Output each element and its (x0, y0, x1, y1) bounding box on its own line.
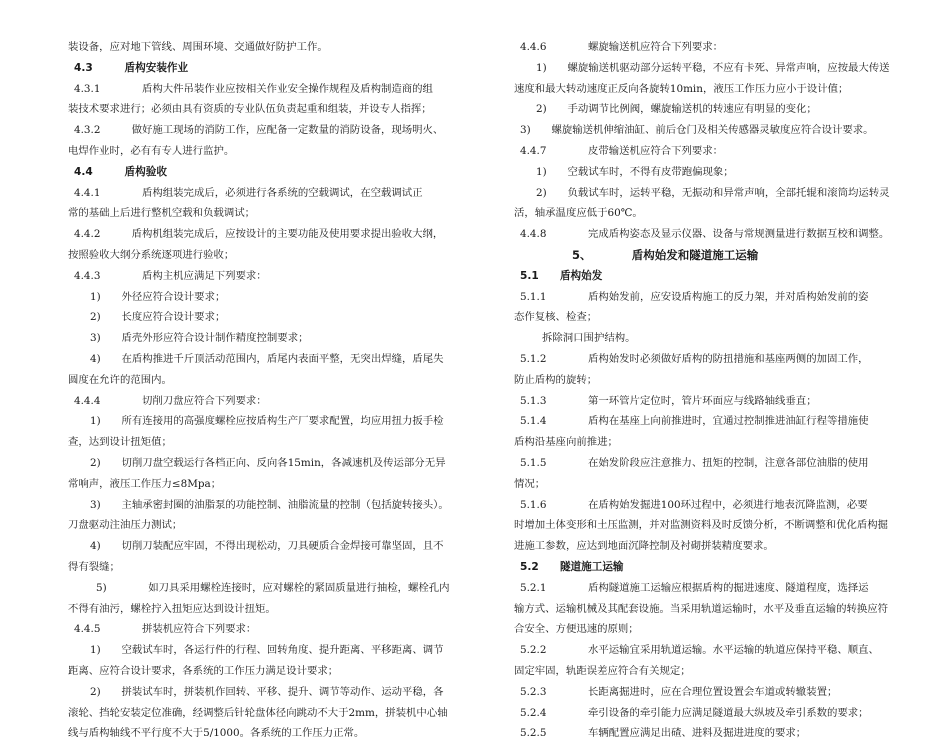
text-line: 电焊作业时，必有有专人进行监护。 (68, 144, 235, 157)
section-heading: 4.4 盾构验收 (74, 165, 167, 178)
text-line: 速度和最大转动速度正反向各旋转10min，液压工作压力应小于设计值； (514, 82, 849, 95)
text-line: 5.2.2 水平运输宜采用轨道运输。水平运输的轨道应保持平稳、顺直、 (520, 644, 879, 657)
text-line: 常响声，液压工作压力≤8Mpa； (68, 477, 222, 490)
text-line: 5.1.5 在始发阶段应注意推力、扭矩的控制，注意各部位油脂的使用 (520, 456, 869, 469)
text-line: 刀盘驱动注油压力测试； (68, 519, 183, 532)
text-line: 合安全、方便迅速的原则； (514, 623, 639, 636)
text-line: 3) 螺旋输送机伸缩油缸、前后仓门及相关传感器灵敏度应符合设计要求。 (520, 124, 874, 137)
text-line: 固定牢固，轨距误差应符合有关规定； (514, 664, 691, 677)
text-line: 5.1.6 在盾构始发掘进100环过程中，必须进行地表沉降监测，必要 (520, 498, 868, 511)
text-line: 4.4.4 切削刀盘应符合下列要求： (74, 394, 267, 407)
text-line: 2) 负载试车时，运转平稳，无振动和异常声响，全部托辊和滚筒均运转灵 (536, 186, 890, 199)
text-line: 4) 在盾构推进千斤顶活动范围内，盾尾内表面平整，无突出焊缝，盾尾失 (90, 352, 444, 365)
text-line: 查，达到设计扭矩值； (68, 436, 172, 449)
text-line: 时增加土体变形和土压监测，并对监测资料及时反馈分析，不断调整和优化盾构掘 (514, 519, 889, 532)
text-line: 3) 盾壳外形应符合设计制作精度控制要求； (90, 332, 309, 345)
text-line: 5.1.2 盾构始发时必须做好盾构的防扭措施和基座两侧的加固工作， (520, 352, 869, 365)
section-heading: 5.1 盾构始发 (520, 269, 603, 282)
text-line: 2) 手动调节比例阀，螺旋输送机的转速应有明显的变化； (536, 103, 817, 116)
text-line: 防止盾构的旋转； (514, 373, 598, 386)
text-line: 1) 外径应符合设计要求； (90, 290, 226, 303)
text-line: 4.4.1 盾构组装完成后，必须进行各系统的空载调试，在空载调试正 (74, 186, 423, 199)
text-line: 4.4.3 盾构主机应满足下列要求： (74, 269, 267, 282)
text-line: 不得有油污，螺栓拧入扭矩应达到设计扭矩。 (68, 602, 276, 615)
text-line: 输方式、运输机械及其配套设施。当采用轨道运输时，水平及垂直运输的转换应符 (514, 602, 889, 615)
text-line: 装技术要求进行；必须由具有资质的专业队伍负责起重和组装，并设专人指挥； (68, 103, 432, 116)
text-line: 4.4.8 完成盾构姿态及显示仪器、设备与常规测量进行数据互校和调整。 (520, 228, 890, 241)
text-line: 2) 拼装试车时，拼装机作回转、平移、提升、调节等动作、运动平稳，各 (90, 685, 444, 698)
text-line: 4.4.5 拼装机应符合下列要求： (74, 623, 257, 636)
text-line: 2) 切削刀盘空载运行各档正向、反向各15min，各减速机及传运部分无异 (90, 456, 446, 469)
text-line: 4.4.2 盾构机组装完成后，应按设计的主要功能及使用要求提出验收大纲， (74, 228, 444, 241)
text-line: 5.2.5 车辆配置应满足出碴、进料及掘进进度的要求； (520, 727, 807, 740)
text-line: 常的基础上后进行整机空载和负载调试； (68, 207, 256, 220)
text-line: 5.2.3 长距离掘进时，应在合理位置设置会车道或转辙装置； (520, 685, 838, 698)
text-line: 5.2.4 牵引设备的牵引能力应满足隧道最大纵坡及牵引系数的要求； (520, 706, 869, 719)
text-line: 线与盾构轴线不平行度不大于5/1000。各系统的工作压力正常。 (68, 727, 365, 740)
text-line: 情况； (514, 477, 546, 490)
text-line: 5) 如刀具采用螺栓连接时，应对螺栓的紧固质量进行抽检，螺栓孔内 (96, 581, 450, 594)
chapter-title: 5、 盾构始发和隧道施工运输 (572, 247, 759, 262)
text-line: 盾构沿基座向前推进； (514, 436, 618, 449)
text-line: 4.3.2 做好施工现场的消防工作，应配备一定数量的消防设备，现场明火、 (74, 124, 444, 137)
text-line: 3) 主轴承密封圈的油脂泵的功能控制、油脂流量的控制（包括旋转接头）。 (90, 498, 449, 511)
text-line: 2) 长度应符合设计要求； (90, 311, 226, 324)
text-line: 5.1.3 第一环管片定位时，管片环面应与线路轴线垂直； (520, 394, 817, 407)
text-line: 4.3.1 盾构大件吊装作业应按相关作业安全操作规程及盾构制造商的组 (74, 82, 433, 95)
left-text-column (68, 37, 450, 744)
text-line: 活，轴承温度应低于60℃。 (514, 207, 643, 220)
text-line: 圆度在允许的范围内。 (68, 373, 172, 386)
text-line: 4.4.6 螺旋输送机应符合下列要求： (520, 41, 724, 53)
text-line: 1) 所有连接用的高强度螺栓应按盾构生产厂要求配置，均应用扭力扳手检 (90, 415, 444, 428)
text-line: 滚轮、挡轮安装定位准确，经调整后针轮盘体径向跳动不大于2mm，拼装机中心轴 (68, 706, 448, 719)
text-line: 得有裂缝； (68, 560, 120, 573)
text-line: 5.1.1 盾构始发前，应安设盾构施工的反力架，并对盾构始发前的姿 (520, 290, 869, 303)
text-line: 拆除洞口围护结构。 (542, 332, 636, 345)
text-line: 1) 空载试车时，不得有皮带跑偏现象； (536, 165, 734, 178)
text-line: 4.4.7 皮带输送机应符合下列要求： (520, 144, 724, 157)
text-line: 距离、应符合设计要求，各系统的工作压力满足设计要求； (68, 664, 339, 677)
right-text-column (514, 37, 890, 744)
text-line: 进施工参数，应达到地面沉降控制及衬砌拼装精度要求。 (514, 540, 774, 553)
text-line: 5.1.4 盾构在基座上向前推进时，宜通过控制推进油缸行程等措施使 (520, 415, 869, 428)
text-line: 1) 空载试车时，各运行件的行程、回转角度、提升距离、平移距离、调节 (90, 644, 444, 657)
text-line: 1) 螺旋输送机驱动部分运转平稳，不应有卡死、异常声响，应按最大传送 (536, 61, 890, 74)
text-line: 按照验收大纲分系统逐项进行验收； (68, 248, 235, 261)
text-line: 态作复核、检查； (514, 311, 598, 324)
section-heading: 4.3 盾构安装作业 (74, 61, 189, 74)
text-line: 装设备，应对地下管线、周围环境、交通做好防护工作。 (68, 41, 328, 53)
section-heading: 5.2 隧道施工运输 (520, 560, 624, 573)
text-line: 5.2.1 盾构隧道施工运输应根据盾构的掘进速度、隧道程度，选择运 (520, 581, 869, 594)
text-line: 4) 切削刀装配应牢固，不得出现松动，刀具硬质合金焊接可靠坚固，且不 (90, 540, 444, 553)
